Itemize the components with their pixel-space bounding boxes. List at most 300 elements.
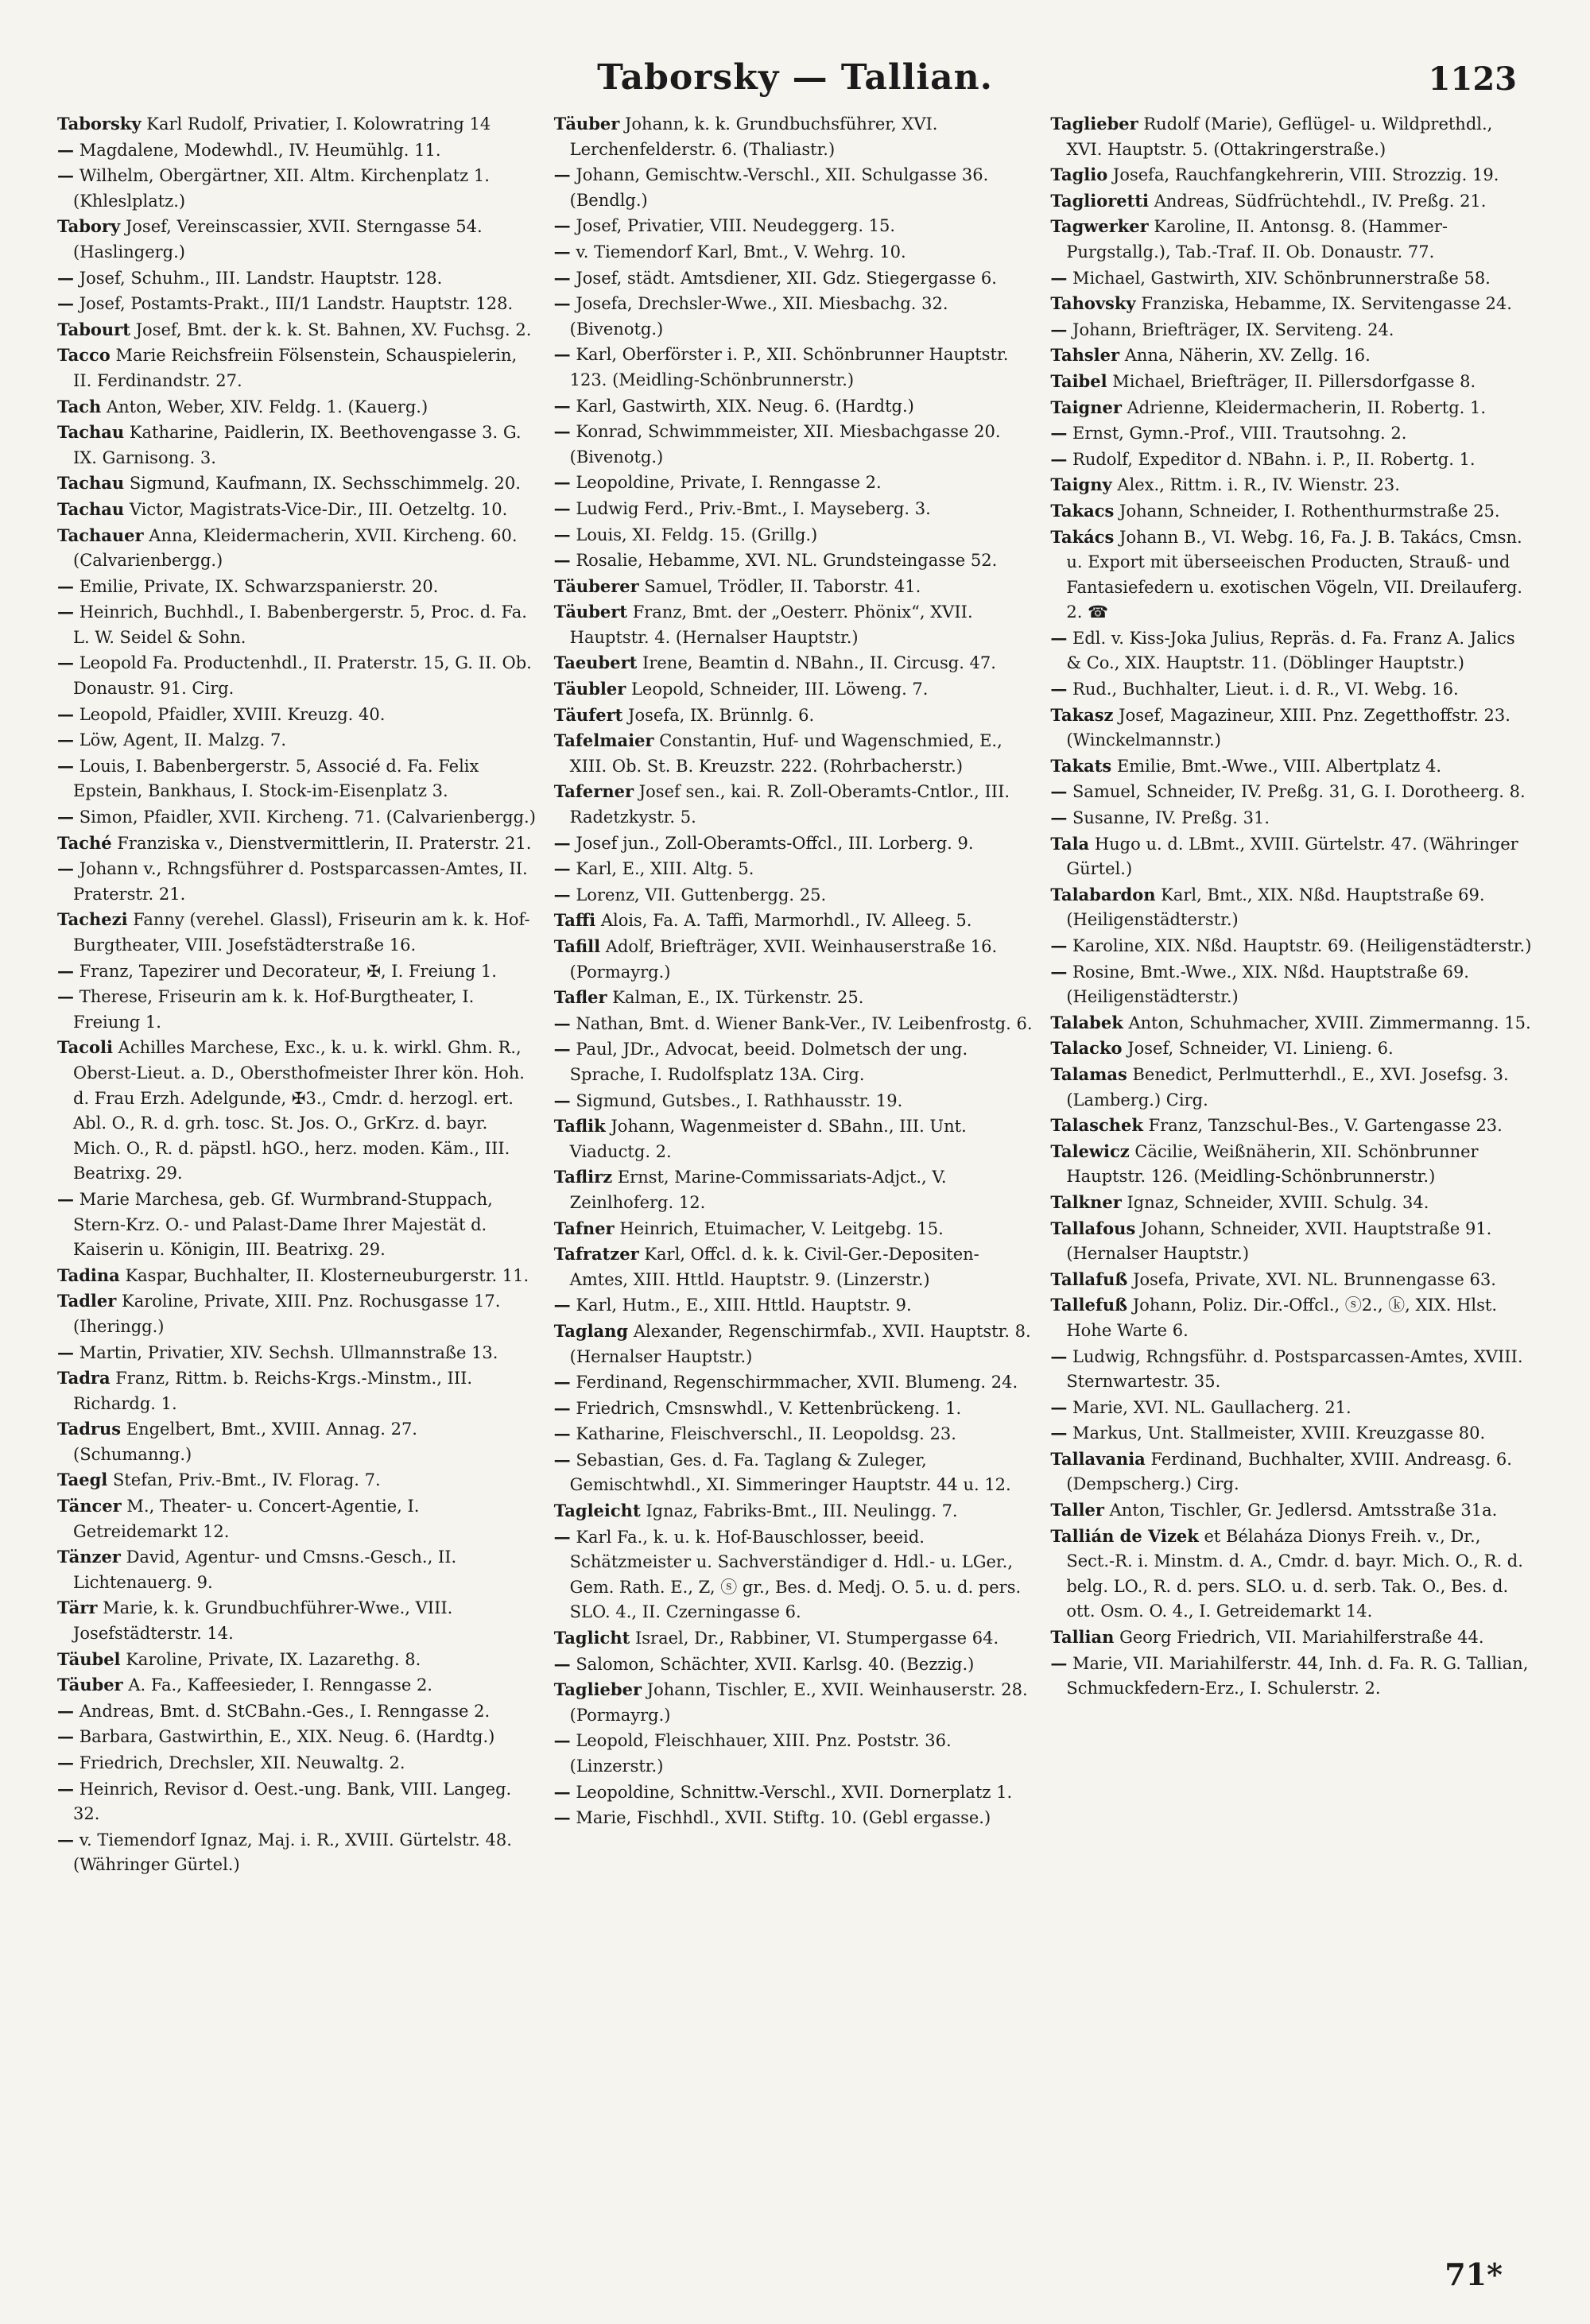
entry-surname: — — [57, 1342, 74, 1362]
entry-details: Ignaz, Fabriks-Bmt., III. Neulingg. 7. — [646, 1501, 958, 1521]
entry-surname: Takács — [1050, 526, 1115, 547]
directory-entry — [1050, 1216, 1533, 1267]
directory-entry — [57, 1724, 540, 1750]
entry-details: Louis, I. Babenbergerstr. 5, Associé d. Fa. Felix Epstein, Bankhaus, I. Stock-im-Eisenplatz 3. — [73, 756, 479, 801]
directory-entry — [554, 419, 1037, 470]
entry-details: Benedict, Perlmutterhdl., E., XVI. Josefsg. 3. (Lamberg.) Cirg. — [1066, 1064, 1509, 1110]
directory-entry — [1050, 1267, 1533, 1293]
directory-entry — [57, 420, 540, 471]
entry-details: Stefan, Priv.-Bmt., IV. Florag. 7. — [112, 1470, 381, 1490]
entry-surname: Taigner — [1050, 397, 1122, 417]
directory-entry — [554, 1677, 1037, 1728]
entry-surname: — — [57, 602, 74, 622]
directory-entry — [554, 1652, 1037, 1678]
entry-details: Rud., Buchhalter, Lieut. i. d. R., VI. Webg. 16. — [1072, 680, 1459, 699]
entry-surname: Taffi — [553, 910, 596, 931]
entry-details: Josef, Bmt. der k. k. St. Bahnen, XV. Fuchsg. 2. — [135, 320, 532, 339]
entry-surname: Täubel — [57, 1648, 121, 1669]
entry-details: Josef jun., Zoll-Oberamts-Offcl., III. Lorberg. 9. — [576, 833, 974, 853]
directory-entry — [1050, 1497, 1533, 1524]
entry-details: Engelbert, Bmt., XVIII. Annag. 27. (Schumanng.) — [73, 1420, 417, 1464]
directory-entry — [1050, 1395, 1533, 1421]
directory-entry — [554, 985, 1037, 1011]
directory-entry — [554, 213, 1037, 239]
entry-details: Johann, Poliz. Dir.-Offcl., ⓢ2., ⓚ, XIX. Hlst. Hohe Warte 6. — [1066, 1296, 1498, 1340]
entry-surname: — — [553, 421, 571, 442]
entry-details: Marie, k. k. Grundbuchführer-Wwe., VIII. Josefstädterstr. 14. — [73, 1598, 453, 1644]
entry-details: Johann, Briefträger, IX. Serviteng. 24. — [1072, 320, 1394, 339]
entry-details: Therese, Friseurin am k. k. Hof-Burgtheater, I. Freiung 1. — [73, 987, 475, 1032]
entry-details: Karoline, XIX. Nßd. Hauptstr. 69. (Heiligenstädterstr.) — [1072, 936, 1532, 955]
directory-entry — [554, 1498, 1037, 1524]
entry-surname: — — [553, 1013, 571, 1033]
entry-details: Leopold, Schneider, III. Löweng. 7. — [630, 680, 929, 699]
column-right — [1050, 111, 1533, 2257]
directory-entry — [554, 1805, 1037, 1831]
entry-details: Marie, Fischhdl., XVII. Stiftg. 10. (Gebl ergasse.) — [576, 1808, 991, 1828]
directory-entry — [554, 265, 1037, 292]
entry-details: Georg Friedrich, VII. Mariahilferstraße 44. — [1119, 1628, 1484, 1648]
entry-details: Franz, Tapezirer und Decorateur, ✠, I. Freiung 1. — [79, 961, 497, 981]
entry-surname: — — [1050, 1652, 1068, 1673]
entry-details: Lorenz, VII. Guttenbergg. 25. — [576, 885, 827, 904]
directory-entry — [554, 111, 1037, 162]
entry-details: Josef, städt. Amtsdiener, XII. Gdz. Stiegergasse 6. — [576, 268, 997, 288]
entry-details: Andreas, Südfrüchtehdl., IV. Preßg. 21. — [1154, 191, 1487, 211]
directory-entry — [57, 574, 540, 600]
directory-entry — [57, 1340, 540, 1366]
entry-surname: — — [553, 1295, 571, 1315]
directory-entry — [57, 1365, 540, 1416]
directory-entry — [57, 1827, 540, 1878]
entry-details: Heinrich, Revisor d. Oest.-ung. Bank, VIII. Langeg. 32. — [73, 1779, 512, 1824]
directory-entry — [57, 753, 540, 804]
entry-details: Fanny (verehel. Glassl), Friseurin am k. k. Hof-Burgtheater, VIII. Josefstädterstraße 16. — [73, 910, 530, 955]
entry-surname: Tallafuß — [1050, 1269, 1128, 1289]
entry-details: Barbara, Gastwirthin, E., XIX. Neug. 6. (Hardtg.) — [79, 1727, 495, 1747]
directory-entry — [1050, 703, 1533, 753]
entry-details: Anton, Schuhmacher, XVIII. Zimmermanng. 15. — [1128, 1013, 1531, 1032]
entry-surname: Taeubert — [553, 653, 638, 673]
directory-entry — [1050, 805, 1533, 831]
entry-surname: Tacoli — [57, 1037, 113, 1058]
entry-details: Salomon, Schächter, XVII. Karlsg. 40. (Bezzig.) — [576, 1654, 975, 1674]
entry-details: Josefa, Private, XVI. NL. Brunnengasse 63. — [1133, 1269, 1496, 1289]
directory-entry — [554, 162, 1037, 213]
directory-entry — [57, 1035, 540, 1187]
entry-details: Friedrich, Drechsler, XII. Neuwaltg. 2. — [79, 1753, 405, 1772]
entry-surname: Tärr — [57, 1598, 98, 1618]
entry-details: Emilie, Bmt.-Wwe., VIII. Albertplatz 4. — [1116, 756, 1442, 776]
entry-details: Alois, Fa. A. Taffi, Marmorhdl., IV. Alleeg. 5. — [600, 911, 972, 931]
entry-surname: — — [553, 472, 571, 493]
entry-surname: Täncer — [57, 1496, 122, 1516]
entry-surname: Tala — [1050, 833, 1090, 854]
entry-details: Marie Marchesa, geb. Gf. Wurmbrand-Stuppach, Stern-Krz. O.- und Palast-Dame Ihrer Majestät d. Kaiserin u. Königin, III. Beatrixg. 29. — [73, 1189, 493, 1260]
entry-details: v. Tiemendorf Ignaz, Maj. i. R., XVIII. Gürtelstr. 48. (Währinger Gürtel.) — [73, 1830, 512, 1875]
directory-columns — [57, 111, 1533, 2257]
directory-entry — [554, 291, 1037, 342]
entry-details: Johann, Schneider, XVII. Hauptstraße 91. (Hernalser Hauptstr.) — [1066, 1218, 1492, 1264]
page-title: Taborsky — Tallian. — [597, 57, 993, 98]
entry-surname: Tafner — [553, 1218, 615, 1238]
entry-details: Rosine, Bmt.-Wwe., XIX. Nßd. Hauptstraße 69. (Heiligenstädterstr.) — [1066, 962, 1469, 1007]
entry-surname: — — [553, 498, 571, 518]
entry-details: Leopold, Fleischhauer, XIII. Pnz. Poststr. 36. (Linzerstr.) — [569, 1731, 952, 1776]
entry-surname: — — [553, 832, 571, 853]
entry-details: Wilhelm, Obergärtner, XII. Altm. Kirchenplatz 1. (Khleslplatz.) — [73, 166, 490, 211]
entry-surname: — — [1050, 423, 1068, 443]
entry-surname: — — [553, 1039, 571, 1059]
directory-entry — [554, 779, 1037, 830]
entry-surname: — — [1050, 448, 1068, 469]
entry-details: David, Agentur- und Cmsns.-Gesch., II. Lichtenauerg. 9. — [73, 1547, 457, 1592]
entry-details: Johann, k. k. Grundbuchsführer, XVI. Lerchenfelderstr. 6. (Thaliastr.) — [569, 114, 938, 159]
entry-surname: Tallian — [1050, 1627, 1115, 1648]
directory-entry — [554, 548, 1037, 574]
directory-entry — [1050, 933, 1533, 959]
entry-surname: Taegl — [57, 1470, 108, 1490]
entry-surname: — — [553, 550, 571, 571]
directory-entry — [57, 163, 540, 214]
directory-entry — [554, 1216, 1037, 1242]
directory-entry — [1050, 831, 1533, 882]
entry-surname: — — [57, 293, 74, 314]
entry-surname: — — [553, 344, 571, 365]
entry-details: Susanne, IV. Preßg. 31. — [1072, 808, 1270, 828]
directory-entry — [57, 1647, 540, 1673]
directory-entry — [1050, 753, 1533, 780]
entry-surname: Taglieber — [553, 1679, 642, 1700]
entry-details: et Bélaháza Dionys Freih. v., Dr., Sect.-R. i. Minstm. d. A., Cmdr. d. bayr. Mich. O., R. d. belg. LO., R. d. pers. SLO. u. d. serb. Tak. O., Bes. d. ott. Osm. O. 4., I. Getreidemarkt 14. — [1066, 1526, 1523, 1621]
entry-details: Karoline, Private, IX. Lazarethg. 8. — [126, 1649, 421, 1669]
entry-surname: Taglio — [1050, 165, 1108, 185]
directory-entry — [57, 984, 540, 1035]
entry-surname: — — [553, 524, 571, 544]
entry-surname: Tagleicht — [553, 1501, 641, 1521]
directory-entry — [57, 471, 540, 497]
entry-surname: Tadina — [57, 1265, 120, 1285]
entry-surname: Talamas — [1050, 1063, 1127, 1084]
entry-surname: Tachauer — [57, 525, 144, 545]
entry-surname: — — [553, 1781, 571, 1802]
entry-details: Löw, Agent, II. Malzg. 7. — [79, 730, 287, 750]
directory-entry — [57, 523, 540, 574]
entry-details: Anna, Näherin, XV. Zellg. 16. — [1124, 346, 1371, 366]
entry-details: Anna, Kleidermacherin, XVII. Kircheng. 60. (Calvarienbergg.) — [73, 525, 518, 571]
entry-details: Martin, Privatier, XIV. Sechsh. Ullmannstraße 13. — [79, 1342, 498, 1362]
entry-details: Sigmund, Gutsbes., I. Rathhausstr. 19. — [576, 1090, 903, 1110]
entry-details: Karl Rudolf, Privatier, I. Kolowratring 14 — [146, 114, 491, 134]
entry-surname: — — [553, 293, 571, 314]
entry-surname: Talacko — [1050, 1038, 1123, 1059]
entry-surname: Tabourt — [57, 319, 130, 339]
column-left — [57, 111, 540, 2257]
directory-entry — [57, 1750, 540, 1776]
entry-surname: — — [57, 1188, 74, 1209]
entry-details: Rudolf, Expeditor d. NBahn. i. P., II. Robertg. 1. — [1072, 449, 1476, 469]
entry-details: Karl, Bmt., XIX. Nßd. Hauptstraße 69. (Heiligenstädterstr.) — [1066, 885, 1485, 930]
entry-surname: Tabory — [57, 216, 121, 237]
entry-details: Adrienne, Kleidermacherin, II. Robertg. 1. — [1127, 397, 1487, 417]
directory-entry — [57, 291, 540, 317]
entry-surname: — — [57, 139, 74, 160]
directory-entry — [1050, 1524, 1533, 1625]
entry-details: Victor, Magistrats-Vice-Dir., III. Oetzeltg. 10. — [129, 499, 508, 519]
entry-surname: Taglieber — [1050, 114, 1138, 134]
entry-surname: Tachezi — [57, 909, 128, 930]
directory-entry — [554, 1524, 1037, 1625]
entry-details: Josef, Privatier, VIII. Neudeggerg. 15. — [576, 216, 896, 236]
entry-details: Franziska v., Dienstvermittlerin, II. Praterstr. 21. — [117, 833, 532, 853]
entry-details: Ferdinand, Regenschirmmacher, XVII. Blumeng. 24. — [576, 1373, 1018, 1392]
entry-surname: — — [553, 395, 571, 416]
entry-details: Alex., Rittm. i. R., IV. Wienstr. 23. — [1117, 475, 1400, 495]
directory-entry — [57, 1776, 540, 1827]
directory-entry — [1050, 1447, 1533, 1497]
directory-entry — [57, 650, 540, 701]
directory-entry — [1050, 214, 1533, 265]
directory-entry — [57, 1187, 540, 1263]
directory-entry — [1050, 472, 1533, 498]
entry-surname: — — [57, 858, 74, 879]
entry-surname: Tacco — [57, 345, 111, 366]
directory-entry — [57, 599, 540, 650]
directory-entry — [554, 1319, 1037, 1369]
directory-entry — [1050, 882, 1533, 933]
entry-details: Franz, Rittm. b. Reichs-Krgs.-Minstm., III. Richardg. 1. — [73, 1369, 473, 1413]
entry-details: Samuel, Trödler, II. Taborstr. 41. — [644, 576, 921, 596]
entry-details: Franziska, Hebamme, IX. Servitengasse 24. — [1141, 294, 1512, 314]
directory-entry — [554, 1421, 1037, 1447]
entry-surname: — — [57, 653, 74, 673]
entry-surname: Talaschek — [1050, 1115, 1143, 1136]
entry-surname: Taibel — [1050, 370, 1107, 391]
directory-entry — [57, 1263, 540, 1289]
directory-entry — [554, 342, 1037, 393]
directory-entry — [1050, 291, 1533, 317]
directory-entry — [554, 1625, 1037, 1652]
directory-entry — [1050, 1651, 1533, 1702]
entry-surname: — — [57, 165, 74, 186]
entry-details: Israel, Dr., Rabbiner, VI. Stumpergasse 64. — [634, 1629, 999, 1648]
entry-surname: — — [57, 986, 74, 1007]
entry-surname: Tahovsky — [1050, 293, 1136, 314]
entry-surname: Tallafous — [1050, 1218, 1136, 1238]
entry-surname: — — [1050, 1423, 1068, 1443]
entry-details: Franz, Tanzschul-Bes., V. Gartengasse 23. — [1148, 1116, 1503, 1136]
entry-details: Josef sen., kai. R. Zoll-Oberamts-Cntlor., III. Radetzkystr. 5. — [569, 782, 1010, 827]
directory-entry — [554, 1780, 1037, 1806]
directory-entry — [1050, 369, 1533, 395]
directory-entry — [554, 1114, 1037, 1164]
directory-entry — [1050, 959, 1533, 1010]
entry-surname: Taflirz — [553, 1167, 613, 1187]
entry-surname: Tallefuß — [1050, 1295, 1128, 1315]
entry-surname: — — [553, 1730, 571, 1751]
entry-details: Karl, Offcl. d. k. k. Civil-Ger.-Depositen-Amtes, XIII. Httld. Hauptstr. 9. (Linzerstr.) — [569, 1245, 979, 1289]
directory-entry — [1050, 111, 1533, 162]
directory-entry — [57, 1288, 540, 1339]
directory-entry — [57, 1467, 540, 1493]
directory-entry — [57, 1698, 540, 1725]
entry-surname: Tallavania — [1050, 1448, 1146, 1469]
entry-surname: — — [57, 1778, 74, 1799]
entry-details: Ignaz, Schneider, XVIII. Schulg. 34. — [1127, 1192, 1429, 1212]
directory-entry — [1050, 676, 1533, 703]
entry-details: Johann, Schneider, I. Rothenthurmstraße 25. — [1119, 501, 1500, 521]
directory-entry — [1050, 1625, 1533, 1651]
directory-entry — [554, 393, 1037, 420]
entry-surname: — — [553, 1372, 571, 1392]
directory-entry — [1050, 525, 1533, 626]
directory-entry — [57, 265, 540, 292]
directory-entry — [57, 394, 540, 420]
entry-surname: Täufert — [553, 704, 623, 725]
page-number: 1123 — [1428, 60, 1517, 98]
directory-entry — [1050, 1292, 1533, 1343]
entry-surname: — — [57, 730, 74, 750]
entry-details: Josefa, Drechsler-Wwe., XII. Miesbachg. 32. (Bivenotg.) — [569, 294, 948, 339]
entry-details: Ernst, Marine-Commissariats-Adjct., V. Zeinlhoferg. 12. — [569, 1168, 947, 1212]
entry-surname: — — [553, 1807, 571, 1828]
directory-entry — [1050, 1036, 1533, 1062]
entry-surname: Tahsler — [1050, 345, 1120, 366]
entry-details: Karl, Oberförster i. P., XII. Schönbrunner Hauptstr. 123. (Meidling-Schönbrunnerstr.) — [569, 345, 1009, 389]
signature-mark: 71* — [1445, 2256, 1503, 2292]
entry-surname: Tadrus — [57, 1419, 122, 1439]
directory-entry — [1050, 1190, 1533, 1216]
entry-details: Josefa, IX. Brünnlg. 6. — [628, 705, 815, 725]
entry-surname: — — [553, 1449, 571, 1470]
directory-entry — [1050, 188, 1533, 215]
entry-surname: — — [553, 267, 571, 288]
directory-entry — [554, 1369, 1037, 1396]
entry-surname: Taflik — [553, 1116, 606, 1137]
entry-surname: — — [1050, 1346, 1068, 1366]
entry-surname: Täuberer — [553, 575, 639, 596]
directory-entry — [57, 831, 540, 857]
entry-details: Michael, Gastwirth, XIV. Schönbrunnerstraße 58. — [1072, 268, 1491, 288]
directory-entry — [1050, 1062, 1533, 1113]
directory-entry — [1050, 498, 1533, 525]
column-middle — [554, 111, 1037, 2257]
entry-surname: — — [553, 241, 571, 261]
entry-details: Louis, XI. Feldg. 15. (Grillg.) — [576, 525, 818, 544]
entry-details: Paul, JDr., Advocat, beeid. Dolmetsch der ung. Sprache, I. Rudolfsplatz 13A. Cirg. — [569, 1040, 968, 1084]
entry-surname: Tafler — [553, 987, 607, 1008]
entry-surname: Talabardon — [1050, 884, 1156, 904]
entry-surname: Taglang — [553, 1320, 629, 1341]
entry-details: Friedrich, Cmsnswhdl., V. Kettenbrückeng. 1. — [576, 1398, 962, 1418]
entry-surname: Takacs — [1050, 500, 1115, 521]
entry-details: M., Theater- u. Concert-Agentie, I. Getreidemarkt 12. — [73, 1497, 420, 1541]
entry-surname: Tänzer — [57, 1547, 121, 1567]
directory-entry — [554, 1011, 1037, 1037]
entry-surname: — — [1050, 781, 1068, 802]
entry-surname: — — [553, 1423, 571, 1444]
directory-entry — [57, 1416, 540, 1467]
entry-surname: — — [1050, 935, 1068, 955]
entry-details: Leopold Fa. Productenhdl., II. Praterstr. 15, G. II. Ob. Donaustr. 91. Cirg. — [73, 653, 532, 699]
entry-surname: Täuber — [57, 1675, 123, 1695]
directory-entry — [57, 343, 540, 393]
entry-details: Constantin, Huf- und Wagenschmied, E., XIII. Ob. St. B. Kreuzstr. 222. (Rohrbacherstr.) — [569, 731, 1002, 776]
directory-entry — [57, 1595, 540, 1646]
entry-surname: Taché — [57, 832, 112, 853]
entry-surname: — — [553, 165, 571, 185]
directory-entry — [57, 1544, 540, 1595]
entry-surname: — — [57, 1700, 74, 1721]
directory-entry — [1050, 779, 1533, 805]
directory-entry — [554, 882, 1037, 908]
entry-surname: Tachau — [57, 422, 125, 443]
entry-details: Kalman, E., IX. Türkenstr. 25. — [612, 988, 864, 1008]
entry-details: Konrad, Schwimmmeister, XII. Miesbachgasse 20. (Bivenotg.) — [569, 422, 1001, 467]
directory-entry — [554, 1036, 1037, 1087]
directory-entry — [554, 522, 1037, 548]
entry-details: Andreas, Bmt. d. StCBahn.-Ges., I. Renngasse 2. — [79, 1701, 491, 1721]
entry-details: Karoline, Private, XIII. Pnz. Rochusgasse 17. (Iheringg.) — [73, 1292, 501, 1336]
directory-entry — [57, 1672, 540, 1698]
entry-details: Sebastian, Ges. d. Fa. Taglang & Zuleger, Gemischtwhdl., XI. Simmeringer Hauptstr. 44 u. 12. — [569, 1450, 1011, 1495]
entry-surname: — — [57, 575, 74, 596]
entry-details: Katharine, Paidlerin, IX. Beethovengasse 3. G. IX. Garnisong. 3. — [73, 423, 522, 467]
directory-entry — [1050, 265, 1533, 292]
directory-entry — [554, 496, 1037, 522]
entry-details: v. Tiemendorf Karl, Bmt., V. Wehrg. 10. — [576, 242, 906, 261]
directory-entry — [1050, 317, 1533, 343]
entry-details: Sigmund, Kaufmann, IX. Sechsschimmelg. 20. — [129, 474, 521, 494]
page-header — [0, 56, 1590, 103]
entry-surname: Talewicz — [1050, 1141, 1130, 1161]
directory-entry — [554, 703, 1037, 729]
entry-details: Hugo u. d. LBmt., XVIII. Gürtelstr. 47. (Währinger Gürtel.) — [1066, 834, 1518, 879]
directory-entry — [554, 831, 1037, 857]
directory-entry — [554, 470, 1037, 496]
entry-surname: Taferner — [553, 781, 634, 802]
entry-surname: Tadra — [57, 1368, 111, 1389]
entry-surname: Taigny — [1050, 474, 1112, 495]
entry-details: Anton, Tischler, Gr. Jedlersd. Amtsstraße 31a. — [1109, 1501, 1498, 1520]
entry-surname: Tach — [57, 396, 102, 416]
entry-details: Ernst, Gymn.-Prof., VIII. Trautsohng. 2. — [1072, 424, 1407, 443]
entry-surname: — — [1050, 679, 1068, 699]
entry-details: A. Fa., Kaffeesieder, I. Renngasse 2. — [128, 1675, 432, 1695]
entry-surname: Tafelmaier — [553, 730, 654, 751]
entry-surname: — — [553, 1090, 571, 1110]
entry-details: Simon, Pfaidler, XVII. Kircheng. 71. (Calvarienbergg.) — [79, 808, 536, 827]
entry-details: Franz, Bmt. der „Oesterr. Phönix“, XVII. Hauptstr. 4. (Hernalser Hauptstr.) — [569, 602, 973, 647]
entry-surname: — — [57, 1726, 74, 1747]
directory-entry — [554, 676, 1037, 703]
entry-surname: — — [57, 960, 74, 981]
entry-details: Heinrich, Etuimacher, V. Leitgebg. 15. — [619, 1218, 944, 1238]
entry-surname: — — [1050, 808, 1068, 828]
entry-details: Cäcilie, Weißnäherin, XII. Schönbrunner Hauptstr. 126. (Meidling-Schönbrunnerstr.) — [1066, 1141, 1479, 1187]
entry-details: Adolf, Briefträger, XVII. Weinhauserstraße 16. (Pormayrg.) — [569, 937, 998, 982]
entry-details: Marie, VII. Mariahilferstr. 44, Inh. d. Fa. R. G. Tallian, Schmuckfedern-Erz., I. Schulerstr. 2. — [1066, 1653, 1529, 1698]
directory-entry — [554, 1164, 1037, 1215]
entry-details: Ferdinand, Buchhalter, XVIII. Andreasg. 6. (Dempscherg.) Cirg. — [1066, 1449, 1512, 1494]
entry-details: Edl. v. Kiss-Joka Julius, Repräs. d. Fa. Franz A. Jalics & Co., XIX. Hauptstr. 11. (Döblinger Hauptstr.) — [1066, 628, 1515, 673]
directory-entry — [57, 804, 540, 831]
directory-entry — [554, 908, 1037, 934]
directory-entry — [57, 138, 540, 164]
entry-details: Leopoldine, Schnittw.-Verschl., XVII. Dornerplatz 1. — [576, 1782, 1013, 1802]
entry-surname: Täubert — [553, 602, 627, 622]
entry-details: Michael, Briefträger, II. Pillersdorfgasse 8. — [1112, 371, 1476, 391]
